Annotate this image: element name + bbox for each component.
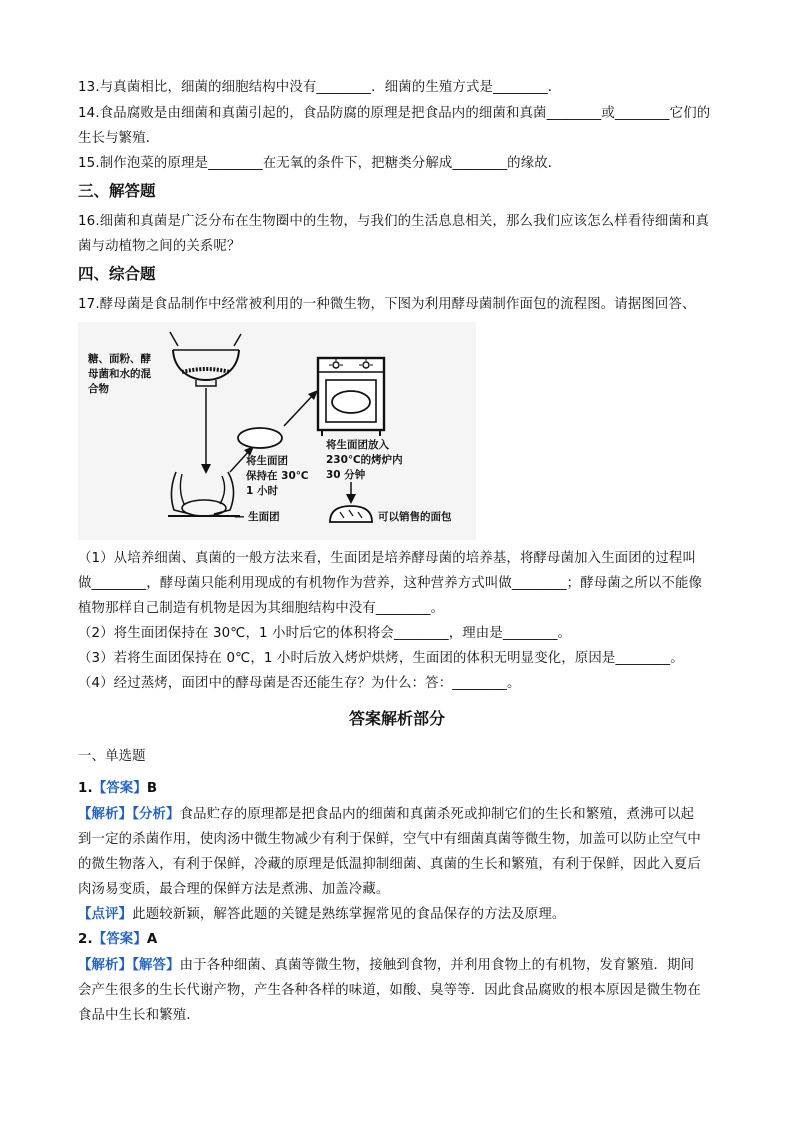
keep-label-2: 保持在 30℃ <box>246 470 309 482</box>
answer-2-text-1: 由于各种细菌、真菌等微生物，接触到食物，并利用食物上的有机物，发育繁殖．期间 <box>179 958 695 973</box>
answer-1-analysis-tag: 【解析】【分析】 <box>78 807 180 822</box>
bread-flow-svg <box>78 322 476 540</box>
answer-2-header <box>78 931 157 949</box>
dough-label: — 生面团 <box>234 511 280 523</box>
question-17: 17.酵母菌是食品制作中经常被利用的一种微生物，下图为利用酵母菌制作面包的流程图。请据图回答、 <box>78 297 696 312</box>
arrow-to-oven-icon <box>284 390 318 426</box>
question-16-line-2: 菌与动植物之间的关系呢？ <box>78 239 241 254</box>
dough-ball-icon <box>238 428 282 448</box>
keep-label-1: 将生面团 <box>246 455 288 467</box>
subquestion-4: （4）经过蒸烤，面团中的酵母菌是否还能生存？为什么：答：________。 <box>78 676 521 691</box>
bread-loaf-icon <box>330 506 372 522</box>
ingredients-label-3: 合物 <box>88 383 109 395</box>
answer-1-tag: 【答案】 <box>92 781 147 796</box>
subquestion-2: （2）将生面团保持在 30℃，1 小时后它的体积将会________，理由是________。 <box>78 626 572 641</box>
answer-2-line-1 <box>78 957 694 975</box>
answer-2-tag: 【答案】 <box>92 932 147 947</box>
answer-1-value: B <box>146 781 158 796</box>
subquestion-3: （3）若将生面团保持在 0℃，1 小时后放入烤炉烘烤，生面团的体积无明显变化，原因是________。 <box>78 651 684 666</box>
oven-label-2: 230℃的烤炉内 <box>326 454 403 466</box>
subquestion-1-line-3: 植物那样自己制造有机物是因为其细胞结构中没有________。 <box>78 601 445 616</box>
answer-2-value: A <box>146 932 158 947</box>
ingredients-label-2: 母菌和水的混 <box>88 368 151 380</box>
question-13: 13.与真菌相比，细菌的细胞结构中没有________．细菌的生殖方式是________． <box>78 80 562 95</box>
answer-2-line-3: 食品中生长和繁殖． <box>78 1008 200 1023</box>
question-16-line-1: 16.细菌和真菌是广泛分布在生物圈中的生物，与我们的生活息息相关，那么我们应该怎么样看待细菌和真 <box>78 214 710 229</box>
bread-making-diagram <box>78 322 476 540</box>
oven-label-1: 将生面团放入 <box>326 439 389 451</box>
ingredients-label-1: 糖、面粉、酵 <box>88 353 151 365</box>
subquestion-1-line-2: 做________，酵母菌只能利用现成的有机物作为营养，这种营养方式叫做________；酵母菌之所以不能像 <box>78 576 703 591</box>
kneading-hands-icon <box>168 472 240 516</box>
answer-2-analysis-tag: 【解析】【解答】 <box>78 958 180 973</box>
answer-1-line-1 <box>78 806 694 824</box>
oven-icon <box>318 358 384 436</box>
oven-label-3: 30 分钟 <box>326 469 366 481</box>
answer-1-header <box>78 780 157 798</box>
mixing-bowl-icon <box>170 332 241 386</box>
answer-2-line-2: 会产生很多的生长代谢产物，产生各种各样的味道，如酸、臭等等．因此食品腐败的根本原因是微生物在 <box>78 983 701 998</box>
keep-label-3: 1 小时 <box>246 485 278 497</box>
arrow-to-bread-icon <box>346 482 356 504</box>
answer-1-line-3: 的微生物落入，有利于保鲜，冷藏的原理是低温抑制细菌、真菌的生长和繁殖，有利于保鲜，因此入夏后 <box>78 857 701 872</box>
answer-1-comment <box>78 906 565 924</box>
section-heading-3: 三、解答题 <box>78 182 156 200</box>
answers-section-1: 一、单选题 <box>78 749 146 764</box>
answers-title: 答案解析部分 <box>348 709 445 728</box>
answer-1-number: 1. <box>78 781 93 796</box>
question-14-line-1: 14.食品腐败是由细菌和真菌引起的，食品防腐的原理是把食品内的细菌和真菌________或________它们的 <box>78 106 711 121</box>
question-15: 15.制作泡菜的原理是________在无氧的条件下，把糖类分解成________的缘故． <box>78 156 562 171</box>
section-heading-4: 四、综合题 <box>78 265 156 283</box>
answer-2-number: 2. <box>78 932 93 947</box>
answer-1-line-2: 到一定的杀菌作用，使肉汤中微生物减少有利于保鲜，空气中有细菌真菌等微生物，加盖可以防止空气中 <box>78 832 701 847</box>
answer-1-comment-tag: 【点评】 <box>78 907 133 922</box>
subquestion-1-line-1: （1）从培养细菌、真菌的一般方法来看，生面团是培养酵母菌的培养基，将酵母菌加入生面团的过程叫 <box>78 551 696 566</box>
answer-1-comment-text: 此题较新颖，解答此题的关键是熟练掌握常见的食品保存的方法及原理。 <box>132 907 566 922</box>
answer-1-text-1: 食品贮存的原理都是把食品内的细菌和真菌杀死或抑制它们的生长和繁殖，煮沸可以起 <box>179 807 695 822</box>
arrow-down-icon <box>201 388 211 474</box>
bread-label: 可以销售的面包 <box>378 511 452 523</box>
question-14-line-2: 生长与繁殖． <box>78 131 160 146</box>
answer-1-line-4: 肉汤易变质，最合理的保鲜方法是煮沸、加盖冷藏。 <box>78 882 390 897</box>
